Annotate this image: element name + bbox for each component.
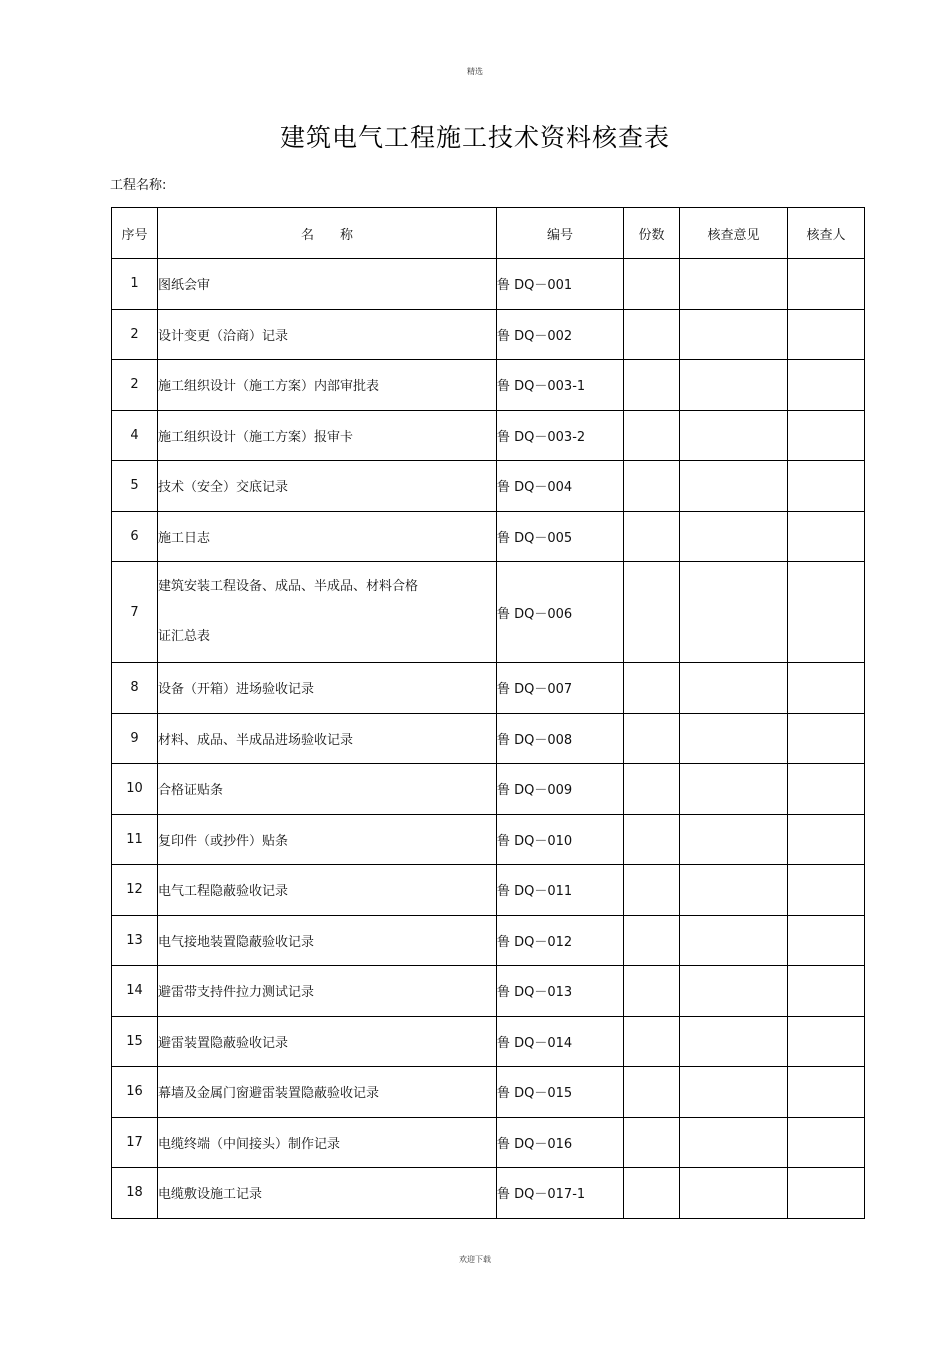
cell-seq: 2 [112, 360, 158, 411]
cell-name: 避雷装置隐蔽验收记录 [158, 1016, 497, 1067]
cell-code: 鲁 DQ－005 [497, 511, 624, 562]
cell-seq: 6 [112, 511, 158, 562]
cell-seq: 4 [112, 410, 158, 461]
cell-copies[interactable] [624, 511, 680, 562]
cell-opinion[interactable] [680, 966, 788, 1017]
cell-seq: 12 [112, 865, 158, 916]
cell-checker[interactable] [788, 410, 865, 461]
cell-checker[interactable] [788, 1117, 865, 1168]
cell-opinion[interactable] [680, 1117, 788, 1168]
cell-code: 鲁 DQ－015 [497, 1067, 624, 1118]
cell-opinion[interactable] [680, 1168, 788, 1219]
cell-copies[interactable] [624, 1016, 680, 1067]
header-note: 精选 [467, 67, 483, 76]
cell-code: 鲁 DQ－007 [497, 663, 624, 714]
cell-name: 施工日志 [158, 511, 497, 562]
cell-name: 施工组织设计（施工方案）内部审批表 [158, 360, 497, 411]
cell-checker[interactable] [788, 713, 865, 764]
col-header-code: 编号 [497, 208, 624, 259]
cell-copies[interactable] [624, 360, 680, 411]
cell-code: 鲁 DQ－011 [497, 865, 624, 916]
table-row [112, 713, 865, 764]
table-row [112, 309, 865, 360]
cell-seq: 11 [112, 814, 158, 865]
cell-seq: 15 [112, 1016, 158, 1067]
cell-checker[interactable] [788, 764, 865, 815]
cell-checker[interactable] [788, 360, 865, 411]
cell-copies[interactable] [624, 461, 680, 512]
check-table [111, 207, 865, 1219]
col-header-name: 名 称 [158, 208, 497, 259]
table-header-row [112, 208, 865, 259]
cell-checker[interactable] [788, 259, 865, 310]
cell-code: 鲁 DQ－002 [497, 309, 624, 360]
cell-name: 技术（安全）交底记录 [158, 461, 497, 512]
table-row [112, 1168, 865, 1219]
table-row [112, 1067, 865, 1118]
footer-note: 欢迎下载 [459, 1255, 491, 1264]
col-header-checker: 核查人 [788, 208, 865, 259]
cell-name: 施工组织设计（施工方案）报审卡 [158, 410, 497, 461]
table-row [112, 360, 865, 411]
cell-copies[interactable] [624, 713, 680, 764]
cell-opinion[interactable] [680, 360, 788, 411]
cell-seq: 16 [112, 1067, 158, 1118]
cell-seq: 8 [112, 663, 158, 714]
cell-name-line2: 证汇总表 [158, 629, 211, 644]
cell-checker[interactable] [788, 915, 865, 966]
cell-seq: 7 [112, 562, 158, 663]
cell-opinion[interactable] [680, 814, 788, 865]
cell-code: 鲁 DQ－017-1 [497, 1168, 624, 1219]
cell-code: 鲁 DQ－006 [497, 562, 624, 663]
cell-copies[interactable] [624, 966, 680, 1017]
cell-code: 鲁 DQ－008 [497, 713, 624, 764]
cell-seq: 2 [112, 309, 158, 360]
table-row [112, 966, 865, 1017]
cell-copies[interactable] [624, 814, 680, 865]
cell-copies[interactable] [624, 764, 680, 815]
col-header-seq: 序号 [112, 208, 158, 259]
cell-seq: 13 [112, 915, 158, 966]
cell-name: 电缆终端（中间接头）制作记录 [158, 1117, 497, 1168]
cell-copies[interactable] [624, 1168, 680, 1219]
cell-seq: 10 [112, 764, 158, 815]
cell-seq: 18 [112, 1168, 158, 1219]
cell-opinion[interactable] [680, 511, 788, 562]
cell-opinion[interactable] [680, 562, 788, 663]
cell-name: 电缆敷设施工记录 [158, 1168, 497, 1219]
cell-code: 鲁 DQ－016 [497, 1117, 624, 1168]
cell-copies[interactable] [624, 259, 680, 310]
cell-checker[interactable] [788, 814, 865, 865]
cell-code: 鲁 DQ－003-2 [497, 410, 624, 461]
cell-name: 材料、成品、半成品进场验收记录 [158, 713, 497, 764]
cell-copies[interactable] [624, 663, 680, 714]
cell-copies[interactable] [624, 865, 680, 916]
cell-copies[interactable] [624, 915, 680, 966]
page-title: 建筑电气工程施工技术资料核查表 [279, 123, 670, 152]
cell-name: 设备（开箱）进场验收记录 [158, 663, 497, 714]
cell-copies[interactable] [624, 562, 680, 663]
table-row [112, 461, 865, 512]
cell-seq: 9 [112, 713, 158, 764]
cell-name: 避雷带支持件拉力测试记录 [158, 966, 497, 1017]
cell-seq: 5 [112, 461, 158, 512]
table-row [112, 511, 865, 562]
cell-opinion[interactable] [680, 764, 788, 815]
cell-checker[interactable] [788, 461, 865, 512]
cell-checker[interactable] [788, 865, 865, 916]
cell-seq: 14 [112, 966, 158, 1017]
cell-copies[interactable] [624, 309, 680, 360]
cell-code: 鲁 DQ－009 [497, 764, 624, 815]
cell-code: 鲁 DQ－003-1 [497, 360, 624, 411]
cell-opinion[interactable] [680, 663, 788, 714]
table-row [112, 865, 865, 916]
cell-name: 电气接地装置隐蔽验收记录 [158, 915, 497, 966]
table-row [112, 1117, 865, 1168]
cell-name-line1: 建筑安装工程设备、成品、半成品、材料合格 [158, 579, 419, 594]
table-row [112, 764, 865, 815]
cell-name: 设计变更（洽商）记录 [158, 309, 497, 360]
cell-name: 复印件（或抄件）贴条 [158, 814, 497, 865]
table-row [112, 410, 865, 461]
cell-opinion[interactable] [680, 1067, 788, 1118]
cell-opinion[interactable] [680, 865, 788, 916]
cell-name: 电气工程隐蔽验收记录 [158, 865, 497, 916]
cell-name: 幕墙及金属门窗避雷装置隐蔽验收记录 [158, 1067, 497, 1118]
cell-name [158, 562, 497, 663]
cell-seq: 17 [112, 1117, 158, 1168]
cell-checker[interactable] [788, 663, 865, 714]
project-name-label: 工程名称: [110, 178, 167, 193]
cell-opinion[interactable] [680, 713, 788, 764]
cell-code: 鲁 DQ－014 [497, 1016, 624, 1067]
cell-name: 合格证贴条 [158, 764, 497, 815]
cell-code: 鲁 DQ－012 [497, 915, 624, 966]
cell-checker[interactable] [788, 309, 865, 360]
cell-checker[interactable] [788, 1067, 865, 1118]
cell-copies[interactable] [624, 410, 680, 461]
cell-name: 图纸会审 [158, 259, 497, 310]
cell-checker[interactable] [788, 562, 865, 663]
table-row [112, 663, 865, 714]
table-row [112, 915, 865, 966]
cell-code: 鲁 DQ－010 [497, 814, 624, 865]
cell-copies[interactable] [624, 1117, 680, 1168]
cell-opinion[interactable] [680, 309, 788, 360]
cell-opinion[interactable] [680, 915, 788, 966]
cell-checker[interactable] [788, 1168, 865, 1219]
cell-opinion[interactable] [680, 259, 788, 310]
col-header-opinion: 核查意见 [680, 208, 788, 259]
cell-code: 鲁 DQ－001 [497, 259, 624, 310]
cell-checker[interactable] [788, 511, 865, 562]
cell-code: 鲁 DQ－013 [497, 966, 624, 1017]
table-row [112, 562, 865, 663]
cell-code: 鲁 DQ－004 [497, 461, 624, 512]
cell-opinion[interactable] [680, 461, 788, 512]
cell-checker[interactable] [788, 966, 865, 1017]
table-row [112, 259, 865, 310]
cell-seq: 1 [112, 259, 158, 310]
cell-copies[interactable] [624, 1067, 680, 1118]
cell-opinion[interactable] [680, 1016, 788, 1067]
col-header-copies: 份数 [624, 208, 680, 259]
table-row [112, 1016, 865, 1067]
cell-checker[interactable] [788, 1016, 865, 1067]
cell-opinion[interactable] [680, 410, 788, 461]
table-row [112, 814, 865, 865]
